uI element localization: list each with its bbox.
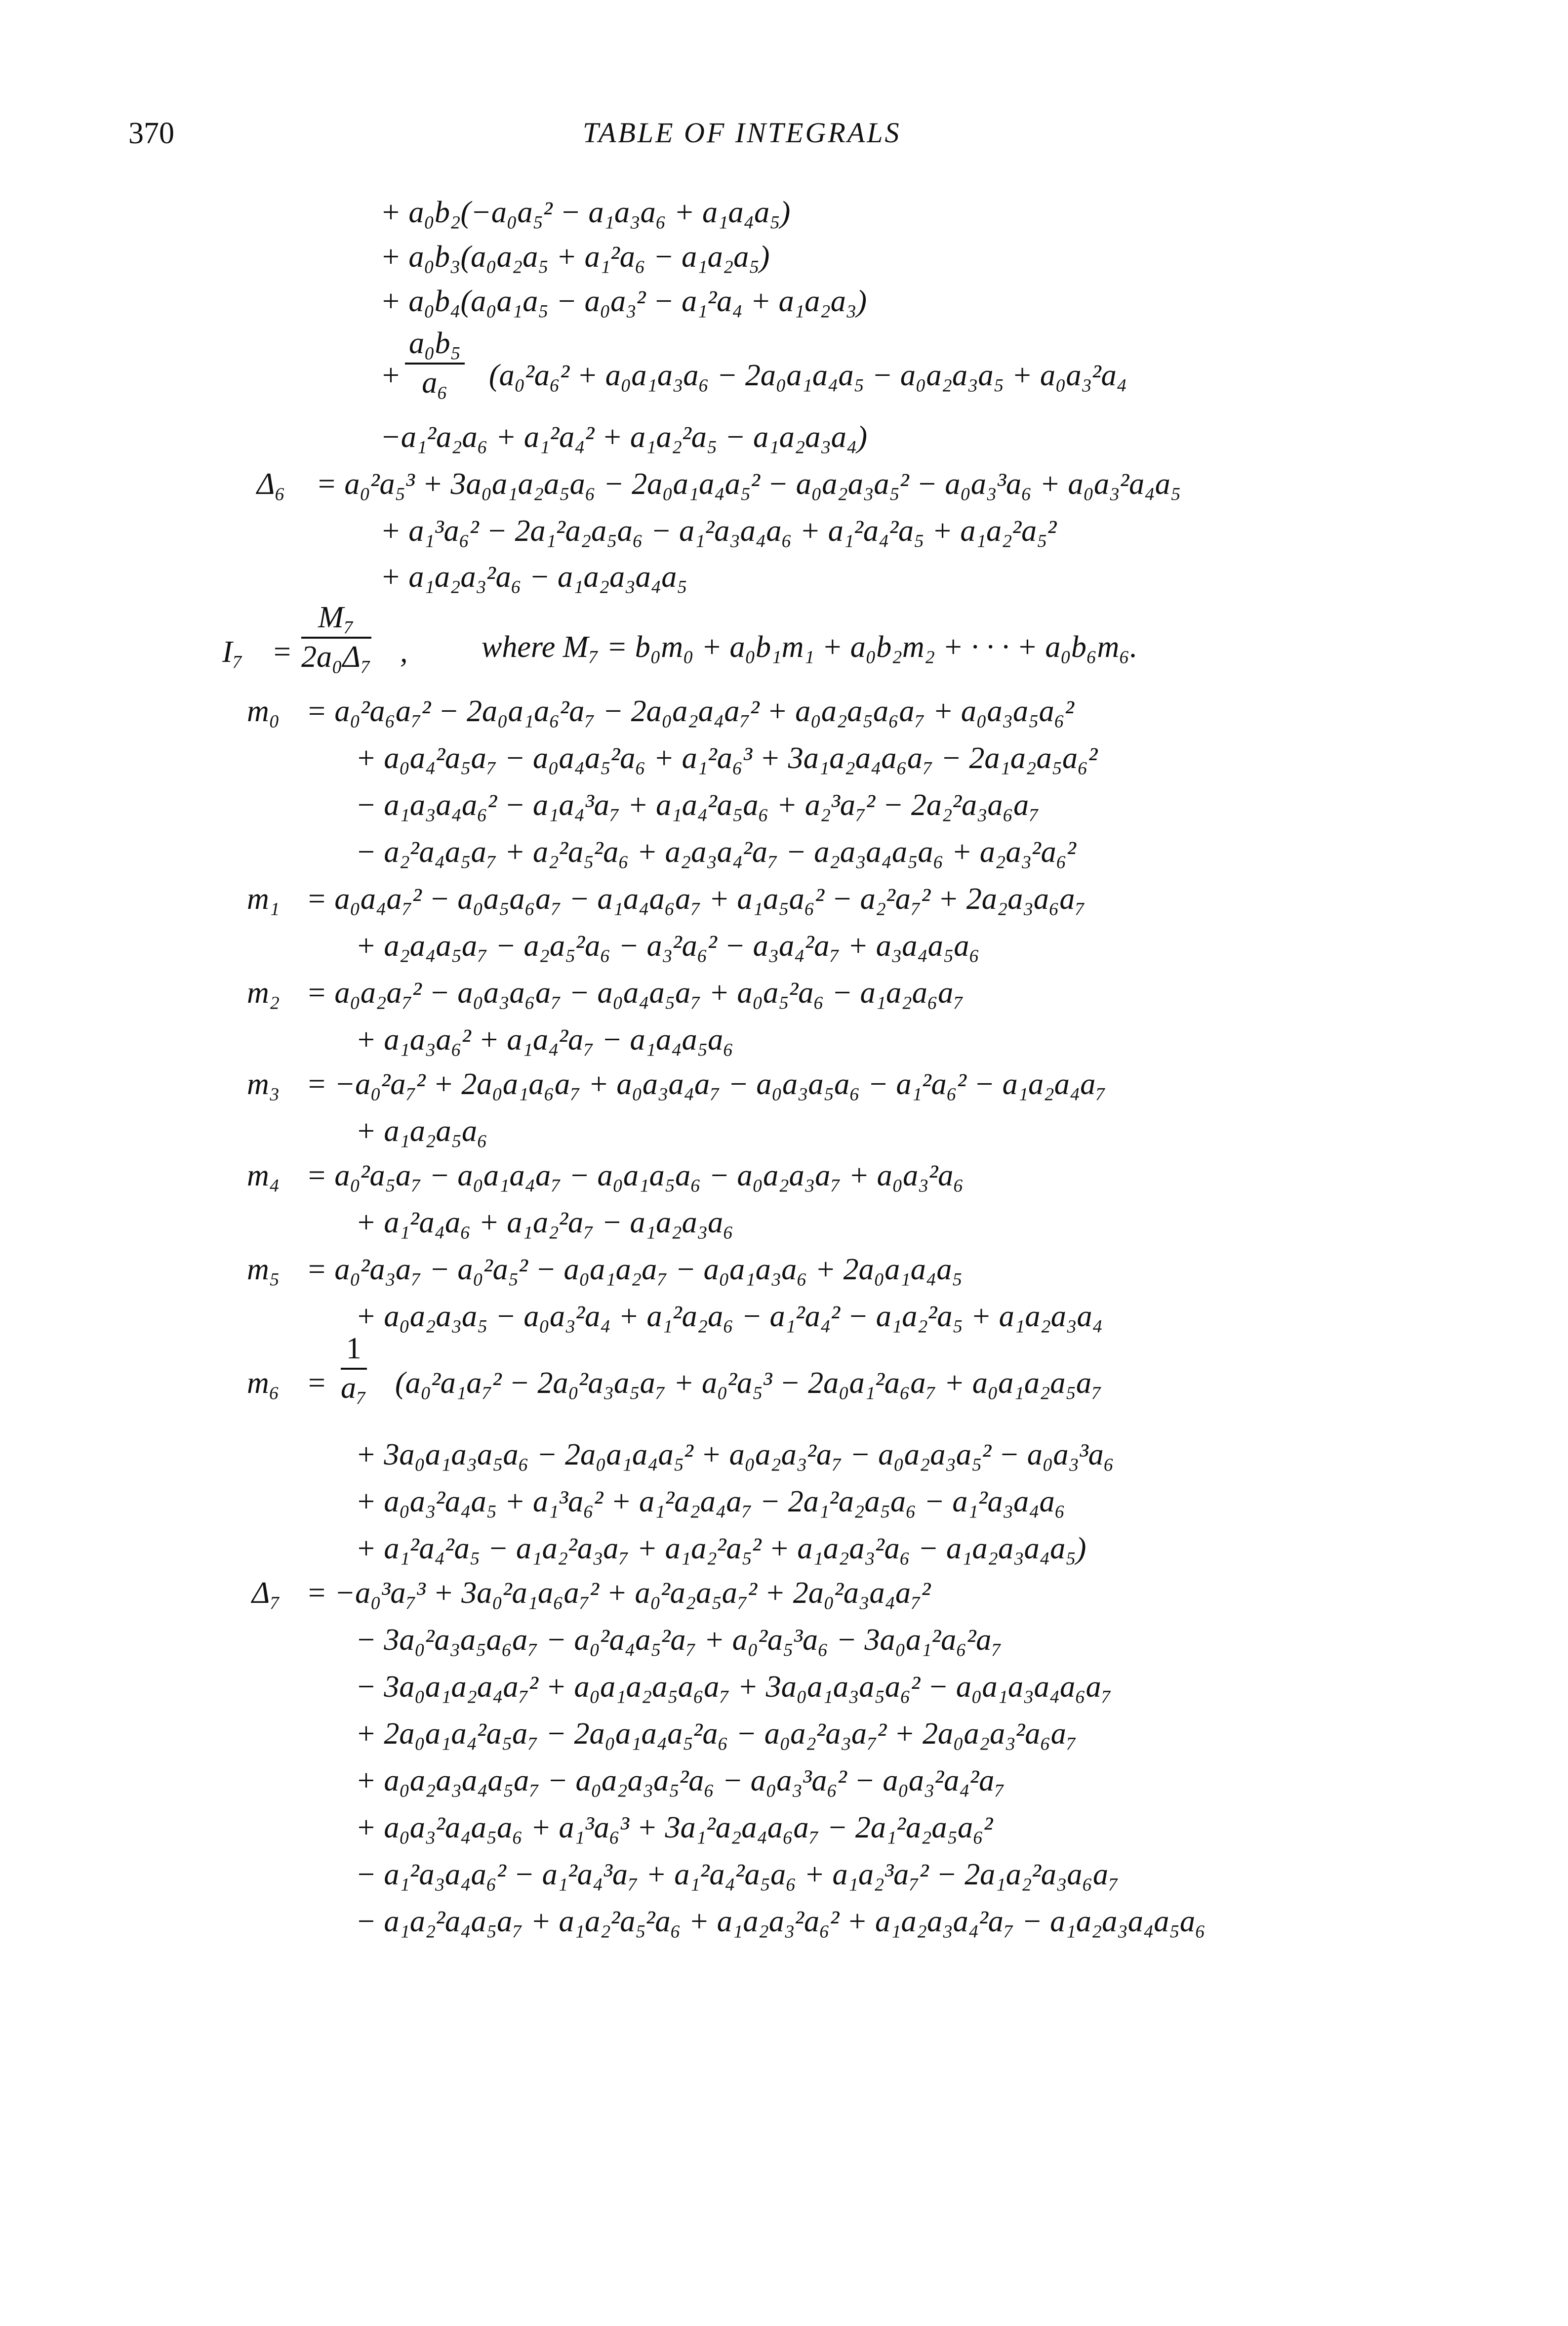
formula-line: + a₀b₄(a₀a₁a₅ − a₀a₃² − a₁²a₄ + a₁a₂a₃) bbox=[380, 285, 867, 318]
formula-line: (a₀²a₁a₇² − 2a₀²a₃a₅a₇ + a₀²a₅³ − 2a₀a₁²a₆a₇ + a₀a₁a₂a₅a₇ bbox=[395, 1366, 1102, 1400]
formula-line: − a₁a₂²a₄a₅a₇ + a₁a₂²a₅²a₆ + a₁a₂a₃²a₆² + a₁a₂a₃a₄²a₇ − a₁a₂a₃a₄a₅a₆ bbox=[356, 1905, 1206, 1938]
formula-line: − a₁²a₃a₄a₆² − a₁²a₄³a₇ + a₁²a₄²a₅a₆ + a₁a₂³a₇² − 2a₁a₂²a₃a₆a₇ bbox=[356, 1858, 1119, 1891]
formula-line: + a₀a₃²a₄a₅a₆ + a₁³a₆³ + 3a₁²a₂a₄a₆a₇ − 2a₁²a₂a₅a₆² bbox=[356, 1811, 993, 1844]
equals-sign: = bbox=[272, 635, 292, 669]
equation-label: m₅ bbox=[247, 1253, 280, 1286]
equation-label: Δ₆ bbox=[257, 467, 285, 501]
formula-line: + a₁²a₄a₆ + a₁a₂²a₇ − a₁a₂a₃a₆ bbox=[356, 1206, 734, 1239]
fraction-denominator: a₆ bbox=[422, 366, 448, 400]
formula-line: + a₁²a₄²a₅ − a₁a₂²a₃a₇ + a₁a₂²a₅² + a₁a₂a₃²a₆ − a₁a₂a₃a₄a₅) bbox=[356, 1532, 1086, 1565]
formula-line: = −a₀²a₇² + 2a₀a₁a₆a₇ + a₀a₃a₄a₇ − a₀a₃a₅a₆ − a₁²a₆² − a₁a₂a₄a₇ bbox=[306, 1067, 1106, 1101]
equation-label: m₆ bbox=[247, 1366, 280, 1400]
plus-sign: + bbox=[380, 359, 401, 392]
formula-line: (a₀²a₆² + a₀a₁a₃a₆ − 2a₀a₁a₄a₅ − a₀a₂a₃a₅ + a₀a₃²a₄ bbox=[489, 359, 1127, 392]
fraction-denominator: 2a₀Δ₇ bbox=[301, 640, 371, 674]
formula-line: + a₁a₃a₆² + a₁a₄²a₇ − a₁a₄a₅a₆ bbox=[356, 1023, 734, 1057]
formula-line: = −a₀³a₇³ + 3a₀²a₁a₆a₇² + a₀²a₂a₅a₇² + 2a₀²a₃a₄a₇² bbox=[306, 1576, 931, 1610]
m6-fraction bbox=[341, 1331, 367, 1405]
equation-label: m₄ bbox=[247, 1159, 280, 1192]
equation-label: m₁ bbox=[247, 882, 280, 916]
formula-line: = a₀²a₅³ + 3a₀a₁a₂a₅a₆ − 2a₀a₁a₄a₅² − a₀a₂a₃a₅² − a₀a₃³a₆ + a₀a₃²a₄a₅ bbox=[316, 467, 1181, 501]
formula-line: + a₀b₃(a₀a₂a₅ + a₁²a₆ − a₁a₂a₅) bbox=[380, 240, 770, 274]
formula-line: − 3a₀a₁a₂a₄a₇² + a₀a₁a₂a₅a₆a₇ + 3a₀a₁a₃a₅a₆² − a₀a₁a₃a₄a₆a₇ bbox=[356, 1670, 1112, 1704]
equation-label: m₀ bbox=[247, 694, 280, 728]
formula-line: + a₀a₂a₃a₄a₅a₇ − a₀a₂a₃a₅²a₆ − a₀a₃³a₆² − a₀a₃²a₄²a₇ bbox=[356, 1764, 1005, 1797]
formula-line: + a₀a₄²a₅a₇ − a₀a₄a₅²a₆ + a₁²a₆³ + 3a₁a₂a₄a₆a₇ − 2a₁a₂a₅a₆² bbox=[356, 741, 1098, 775]
fraction-denominator: a₇ bbox=[341, 1371, 367, 1405]
formula-line: + 2a₀a₁a₄²a₅a₇ − 2a₀a₁a₄a₅²a₆ − a₀a₂²a₃a₇² + 2a₀a₂a₃²a₆a₇ bbox=[356, 1717, 1077, 1751]
formula-line: = a₀²a₅a₇ − a₀a₁a₄a₇ − a₀a₁a₅a₆ − a₀a₂a₃a₇ + a₀a₃²a₆ bbox=[306, 1159, 964, 1192]
comma: , bbox=[400, 635, 408, 669]
formula-line: = a₀a₄a₇² − a₀a₅a₆a₇ − a₁a₄a₆a₇ + a₁a₅a₆² − a₂²a₇² + 2a₂a₃a₆a₇ bbox=[306, 882, 1086, 916]
running-title: TABLE OF INTEGRALS bbox=[583, 117, 901, 149]
equation-label: Δ₇ bbox=[252, 1576, 281, 1610]
formula-line: + a₀a₃²a₄a₅ + a₁³a₆² + a₁²a₂a₄a₇ − 2a₁²a₂a₅a₆ − a₁²a₃a₄a₆ bbox=[356, 1485, 1066, 1518]
equation-label: m₂ bbox=[247, 976, 280, 1010]
equation-label: m₃ bbox=[247, 1067, 280, 1101]
fraction-numerator: 1 bbox=[341, 1331, 367, 1370]
page-number: 370 bbox=[128, 117, 174, 150]
formula-line: + a₁³a₆² − 2a₁²a₂a₅a₆ − a₁²a₃a₄a₆ + a₁²a₄²a₅ + a₁a₂²a₅² bbox=[380, 514, 1057, 548]
i7-fraction bbox=[301, 600, 371, 674]
formula-line: + a₀b₂(−a₀a₅² − a₁a₃a₆ + a₁a₄a₅) bbox=[380, 196, 791, 229]
formula-line: − a₁a₃a₄a₆² − a₁a₄³a₇ + a₁a₄²a₅a₆ + a₂³a₇² − 2a₂²a₃a₆a₇ bbox=[356, 788, 1040, 822]
formula-line: −a₁²a₂a₆ + a₁²a₄² + a₁a₂²a₅ − a₁a₂a₃a₄) bbox=[380, 420, 868, 454]
b5-fraction bbox=[405, 326, 465, 400]
fraction-numerator: M₇ bbox=[301, 600, 371, 639]
formula-line: − a₂²a₄a₅a₇ + a₂²a₅²a₆ + a₂a₃a₄²a₇ − a₂a₃a₄a₅a₆ + a₂a₃²a₆² bbox=[356, 835, 1076, 869]
formula-line: + a₁a₂a₃²a₆ − a₁a₂a₃a₄a₅ bbox=[380, 560, 687, 594]
equals-sign: = bbox=[306, 1366, 327, 1400]
formula-line: = a₀a₂a₇² − a₀a₃a₆a₇ − a₀a₄a₅a₇ + a₀a₅²a₆ − a₁a₂a₆a₇ bbox=[306, 976, 964, 1010]
formula-line: = a₀²a₆a₇² − 2a₀a₁a₆²a₇ − 2a₀a₂a₄a₇² + a₀a₂a₅a₆a₇ + a₀a₃a₅a₆² bbox=[306, 694, 1074, 728]
formula-line: + a₁a₂a₅a₆ bbox=[356, 1114, 488, 1148]
formula-line: + a₂a₄a₅a₇ − a₂a₅²a₆ − a₃²a₆² − a₃a₄²a₇ + a₃a₄a₅a₆ bbox=[356, 929, 980, 963]
formula-line: + 3a₀a₁a₃a₅a₆ − 2a₀a₁a₄a₅² + a₀a₂a₃²a₇ − a₀a₂a₃a₅² − a₀a₃³a₆ bbox=[356, 1438, 1115, 1471]
formula-line: = a₀²a₃a₇ − a₀²a₅² − a₀a₁a₂a₇ − a₀a₁a₃a₆ + 2a₀a₁a₄a₅ bbox=[306, 1253, 963, 1286]
formula-line: where M₇ = b₀m₀ + a₀b₁m₁ + a₀b₂m₂ + · · · + a₀b₆m₆. bbox=[482, 630, 1138, 664]
fraction-numerator: a₀b₅ bbox=[405, 326, 465, 365]
formula-line: + a₀a₂a₃a₅ − a₀a₃²a₄ + a₁²a₂a₆ − a₁²a₄² − a₁a₂²a₅ + a₁a₂a₃a₄ bbox=[356, 1300, 1103, 1333]
equation-label: I₇ bbox=[222, 635, 243, 669]
formula-line: − 3a₀²a₃a₅a₆a₇ − a₀²a₄a₅²a₇ + a₀²a₅³a₆ − 3a₀a₁²a₆²a₇ bbox=[356, 1623, 1002, 1657]
